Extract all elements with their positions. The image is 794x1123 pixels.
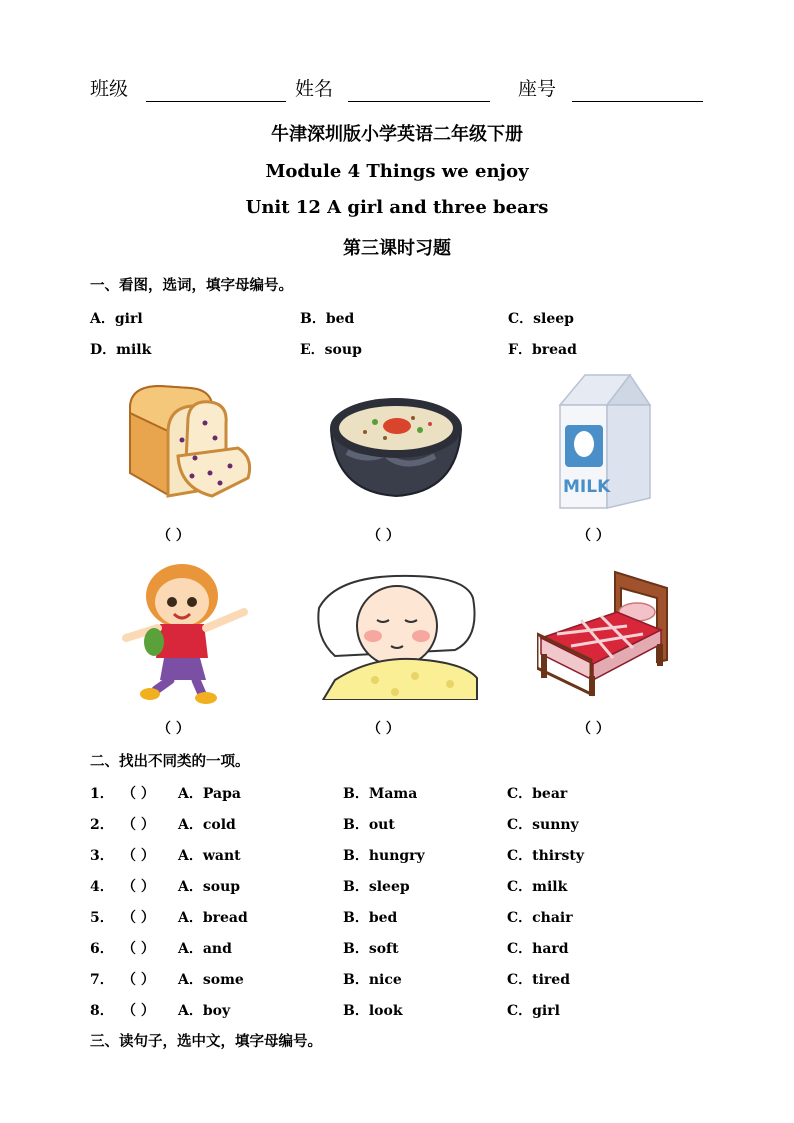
name-field[interactable] [348, 101, 490, 102]
choice-c: C．tired [507, 972, 570, 988]
class-field[interactable] [146, 101, 286, 102]
choice-c: C．bear [507, 786, 568, 802]
question-row [90, 969, 710, 989]
name-label: 姓名 [295, 78, 334, 100]
choice-a: A．Papa [178, 786, 241, 802]
choice-c: C．milk [507, 879, 568, 895]
question-row [90, 876, 710, 896]
choice-a: A．soup [178, 879, 241, 895]
choice-c: C．sunny [507, 817, 579, 833]
question-row [90, 938, 710, 958]
answer-blank[interactable]: （ ） [122, 1003, 155, 1019]
choice-b: B．soft [343, 941, 399, 957]
soup-bowl-icon [325, 382, 467, 502]
lesson-title: 第三课时习题 [343, 238, 451, 259]
section-2-heading: 二、找出不同类的一项。 [90, 754, 250, 770]
option-c: C．sleep [508, 311, 574, 327]
choice-a: A．bread [178, 910, 248, 926]
section-3-heading: 三、读句子，选中文，填字母编号。 [90, 1034, 322, 1050]
picture-5-blank[interactable]: （ ） [367, 721, 400, 737]
question-number: 6． [90, 941, 114, 957]
answer-blank[interactable]: （ ） [122, 941, 155, 957]
option-e: E．soup [300, 342, 362, 358]
choice-c: C．hard [507, 941, 569, 957]
module-title: Module 4 Things we enjoy [265, 161, 529, 182]
picture-4-blank[interactable]: （ ） [157, 721, 190, 737]
answer-blank[interactable]: （ ） [122, 972, 155, 988]
seat-label: 座号 [518, 78, 557, 100]
answer-blank[interactable]: （ ） [122, 786, 155, 802]
choice-a: A．and [178, 941, 232, 957]
choice-b: B．out [343, 817, 395, 833]
choice-a: A．cold [178, 817, 236, 833]
choice-c: C．chair [507, 910, 573, 926]
question-row [90, 814, 710, 834]
sleeping-baby-icon [315, 568, 480, 700]
option-a: A．girl [90, 311, 143, 327]
question-row [90, 1000, 710, 1020]
section-1-heading: 一、看图，选词，填字母编号。 [90, 278, 293, 294]
question-number: 4． [90, 879, 114, 895]
answer-blank[interactable]: （ ） [122, 879, 155, 895]
question-row [90, 783, 710, 803]
choice-a: A．boy [178, 1003, 231, 1019]
picture-1-blank[interactable]: （ ） [157, 528, 190, 544]
choice-b: B．nice [343, 972, 402, 988]
picture-2-blank[interactable]: （ ） [367, 528, 400, 544]
picture-6-blank[interactable]: （ ） [577, 721, 610, 737]
bread-icon [120, 378, 260, 503]
option-b: B．bed [300, 311, 355, 327]
choice-a: A．some [178, 972, 244, 988]
bed-icon [537, 568, 672, 698]
option-d: D．milk [90, 342, 152, 358]
question-number: 3． [90, 848, 114, 864]
answer-blank[interactable]: （ ） [122, 848, 155, 864]
answer-blank[interactable]: （ ） [122, 910, 155, 926]
answer-blank[interactable]: （ ） [122, 817, 155, 833]
question-number: 1． [90, 786, 114, 802]
choice-a: A．want [178, 848, 241, 864]
seat-field[interactable] [572, 101, 703, 102]
class-label: 班级 [90, 78, 129, 100]
question-number: 2． [90, 817, 114, 833]
question-row [90, 907, 710, 927]
choice-b: B．sleep [343, 879, 410, 895]
question-number: 5． [90, 910, 114, 926]
question-number: 7． [90, 972, 114, 988]
choice-c: C．thirsty [507, 848, 584, 864]
picture-3-blank[interactable]: （ ） [577, 528, 610, 544]
choice-c: C．girl [507, 1003, 560, 1019]
choice-b: B．look [343, 1003, 403, 1019]
choice-b: B．hungry [343, 848, 425, 864]
question-row [90, 845, 710, 865]
svg-text:MILK: MILK [563, 477, 611, 497]
girl-icon [120, 562, 255, 704]
question-number: 8． [90, 1003, 114, 1019]
unit-title: Unit 12 A girl and three bears [245, 197, 549, 218]
milk-carton-icon [555, 370, 655, 512]
book-title: 牛津深圳版小学英语二年级下册 [271, 124, 523, 145]
choice-b: B．bed [343, 910, 398, 926]
option-f: F．bread [508, 342, 577, 358]
choice-b: B．Mama [343, 786, 418, 802]
